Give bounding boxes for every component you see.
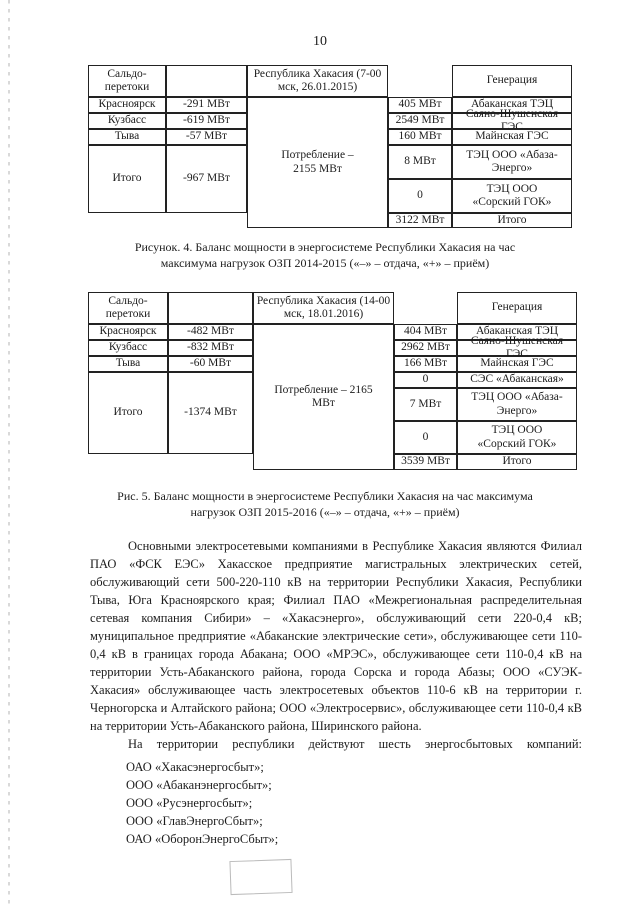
saldo-header: Сальдо-перетоки — [88, 292, 168, 324]
saldo-header: Сальдо-перетоки — [88, 65, 166, 97]
generation-value: 0 — [394, 372, 457, 388]
stamp-mark — [229, 859, 292, 895]
generation-value: 166 МВт — [394, 356, 457, 372]
paragraph-sales-intro: На территории республики действуют шесть энергосбытовых компаний: — [128, 737, 582, 751]
generation-name: Саяно-Шушенская ГЭС — [457, 340, 577, 356]
generation-value: 405 МВт — [388, 97, 452, 113]
consumption: Потребление – 2155 МВт — [247, 97, 388, 228]
flow-name: Красноярск — [88, 324, 168, 340]
generation-value: 404 МВт — [394, 324, 457, 340]
generation-name: ТЭЦ ООО «Абаза-Энерго» — [457, 388, 577, 421]
figure-4-caption: Рисунок. 4. Баланс мощности в энергосистеме Республики Хакасия на час максимума нагрузок ОЗП 2014-2015 («–» – отдача, «+» – приём) — [134, 240, 516, 270]
list-item: ОАО «Хакасэнергосбыт»; — [126, 760, 264, 774]
generation-value: 0 — [394, 421, 457, 454]
flow-value: -832 МВт — [168, 340, 253, 356]
flow-value: -60 МВт — [168, 356, 253, 372]
region-title: Республика Хакасия (7-00 мск, 26.01.2015) — [247, 65, 388, 97]
scan-margin-dots — [8, 0, 10, 905]
generation-value: 160 МВт — [388, 129, 452, 145]
generation-header: Генерация — [457, 292, 577, 324]
total-label: Итого — [88, 145, 166, 213]
generation-value: 2962 МВт — [394, 340, 457, 356]
total-value: -967 МВт — [166, 145, 247, 213]
generation-name: Абаканская ТЭЦ — [457, 324, 577, 340]
flow-value: -619 МВт — [166, 113, 247, 129]
generation-total-label: Итого — [452, 213, 572, 228]
total-label: Итого — [88, 372, 168, 454]
generation-value: 7 МВт — [394, 388, 457, 421]
generation-name: ТЭЦ ООО «Сорский ГОК» — [452, 179, 572, 213]
generation-name: ТЭЦ ООО «Абаза-Энерго» — [452, 145, 572, 179]
saldo-header-empty — [166, 65, 247, 97]
list-item: ОАО «ОборонЭнергоСбыт»; — [126, 832, 279, 846]
total-value: -1374 МВт — [168, 372, 253, 454]
generation-name: Абаканская ТЭЦ — [452, 97, 572, 113]
figure-5-caption: Рис. 5. Баланс мощности в энергосистеме Республики Хакасия на час максимума нагрузок ОЗП 2015-2016 («–» – отдача, «+» – приём) — [117, 489, 533, 519]
flow-name: Красноярск — [88, 97, 166, 113]
generation-name: ТЭЦ ООО «Сорский ГОК» — [457, 421, 577, 454]
generation-name: Майнская ГЭС — [452, 129, 572, 145]
generation-value: 8 МВт — [388, 145, 452, 179]
flow-value: -57 МВт — [166, 129, 247, 145]
flow-value: -482 МВт — [168, 324, 253, 340]
flow-name: Тыва — [88, 356, 168, 372]
region-title: Республика Хакасия (14-00 мск, 18.01.2016) — [253, 292, 394, 324]
generation-name: СЭС «Абаканская» — [457, 372, 577, 388]
flow-name: Кузбасс — [88, 113, 166, 129]
flow-name: Кузбасс — [88, 340, 168, 356]
generation-value: 2549 МВт — [388, 113, 452, 129]
page-number: 10 — [313, 34, 327, 49]
generation-header: Генерация — [452, 65, 572, 97]
paragraph-grid-companies: Основными электросетевыми компаниями в Республике Хакасия являются Филиал ПАО «ФСК ЕЭС» Хакасское предприятие магистральных электрических сетей, обслуживающий сети 500-220-110 кВ на территории Республики Хакасия, Республики Тыва, Юга Красноярского края; Филиал ПАО «Межрегиональная распределительная сетевая компания Сибири» – «Хакасэнерго», обслуживающий сети 220-0,4 кВ; муниципальное предприятие «Абаканские электрические сети», обслуживающее сети 110-0,4 кВ в границах города Абакана; ООО «МРЭС», обслуживающее сети 110-0,4 кВ на территории Усть-Абаканского района, города Сорска и города Абазы; ООО «СУЭК-Хакасия» обслуживающее часть электросетевых объектов 110-6 кВ на территории г. Черногорска и Алтайского района; ООО «Электросервис», обслуживающее сети 110-0,4 кВ на территории Усть-Абаканского района, Ширинского района. — [90, 539, 582, 733]
generation-total-value: 3539 МВт — [394, 454, 457, 470]
generation-value: 0 — [388, 179, 452, 213]
consumption: Потребление – 2165 МВт — [253, 324, 394, 470]
list-item: ООО «Абаканэнергосбыт»; — [126, 778, 272, 792]
sales-companies-list — [126, 758, 278, 848]
list-item: ООО «ГлавЭнергоСбыт»; — [126, 814, 263, 828]
saldo-header-empty — [168, 292, 253, 324]
flow-value: -291 МВт — [166, 97, 247, 113]
generation-name: Саяно-Шушенская ГЭС — [452, 113, 572, 129]
generation-name: Майнская ГЭС — [457, 356, 577, 372]
flow-name: Тыва — [88, 129, 166, 145]
generation-total-label: Итого — [457, 454, 577, 470]
body-text — [90, 537, 582, 753]
list-item: ООО «Русэнергосбыт»; — [126, 796, 253, 810]
generation-total-value: 3122 МВт — [388, 213, 452, 228]
